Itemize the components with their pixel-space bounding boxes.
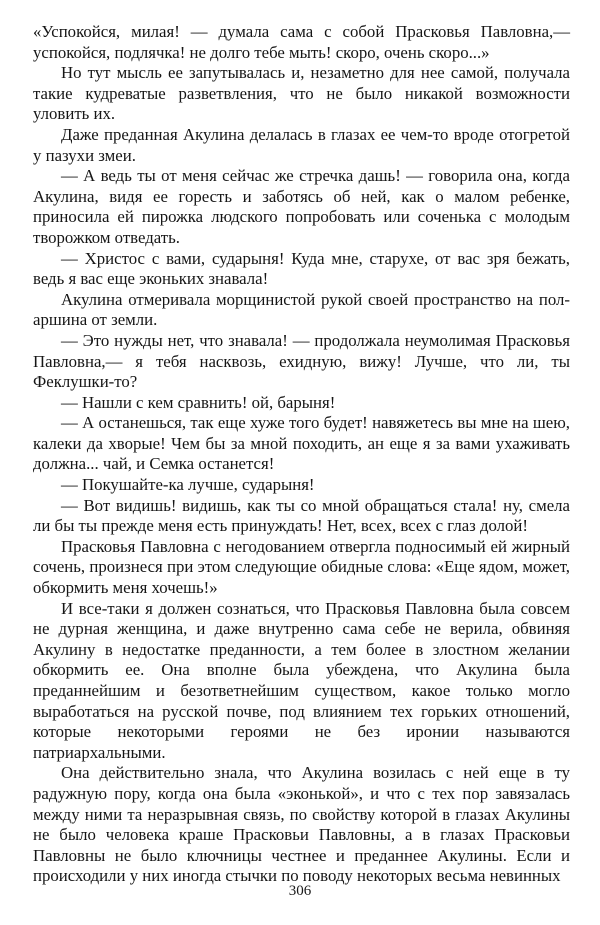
paragraph: Акулина отмеривала морщинистой рукой своей пространство на пол-аршина от земли. [33,289,570,330]
paragraph: — Вот видишь! видишь, как ты со мной обращаться стала! ну, смела ли бы ты прежде меня есть принуждать! Нет, всех, всех с глаз долой! [33,495,570,536]
paragraph: Но тут мысль ее запутывалась и, незаметно для нее самой, получала такие кудреватые разветвления, что не было никакой возможности уловить их. [33,63,570,124]
paragraph: Даже преданная Акулина делалась в глазах ее чем-то вроде отогретой у пазухи змеи. [33,124,570,165]
paragraph: Прасковья Павловна с негодованием отвергла подносимый ей жирный сочень, произнеся при этом следующие обидные слова: «Еще ядом, может, обкормить меня хочешь!» [33,536,570,598]
paragraph: И все-таки я должен сознаться, что Прасковья Павловна была совсем не дурная женщина, и даже внутренно сама себе не верила, обвиняя Акулину в недостатке преданности, а тем более в злостном желании обкормить ее. Она вполне была убеждена, что Акулина была преданнейшим и безответнейшим существом, какое только могло выработаться на русской почве, под влиянием тех горьких отношений, которые некоторыми героями не без иронии называются патриархальными. [33,598,570,762]
paragraph: — Христос с вами, сударыня! Куда мне, старухе, от вас зря бежать, ведь я вас еще эконьких знавала! [33,248,570,289]
paragraph: — А останешься, так еще хуже того будет! навяжетесь вы мне на шею, калеки да хворые! Чем бы за мной походить, ан еще я за вами ухаживать должна... чай, и Семка останется! [33,413,570,474]
page-number: 306 [288,883,312,899]
page-text [33,22,570,902]
paragraph: — А ведь ты от меня сейчас же стречка дашь! — говорила она, когда Акулина, видя ее горесть и заботясь об ней, как о малом ребенке, приносила ей пирожка людского попробовать или соченька с молодым творожком отведать. [33,166,570,247]
paragraph: — Нашли с кем сравнить! ой, барыня! [61,392,336,412]
paragraph: — Покушайте-ка лучше, сударыня! [61,475,315,495]
paragraph: «Успокойся, милая! — думала сама с собой Прасковья Павловна,— успокойся, подлячка! не долго тебе мыть! скоро, очень скоро...» [33,22,570,62]
paragraph: Она действительно знала, что Акулина возилась с ней еще в ту радужную пору, когда она была «эконькой», и что с тех пор завязалась между ними та неразрывная связь, по свойству которой в глазах Акулины не было человека краше Прасковьи Павловны, а в глазах Прасковьи Павловны не было ключницы честнее и преданнее Акулины. Если и происходили у них иногда стычки по поводу некоторых весьма невинных [33,763,570,886]
paragraph: — Это нужды нет, что знавала! — продолжала неумолимая Прасковья Павловна,— я тебя насквозь, ехидную, вижу! Лучше, что ли, ты Феклушки-то? [33,330,570,392]
